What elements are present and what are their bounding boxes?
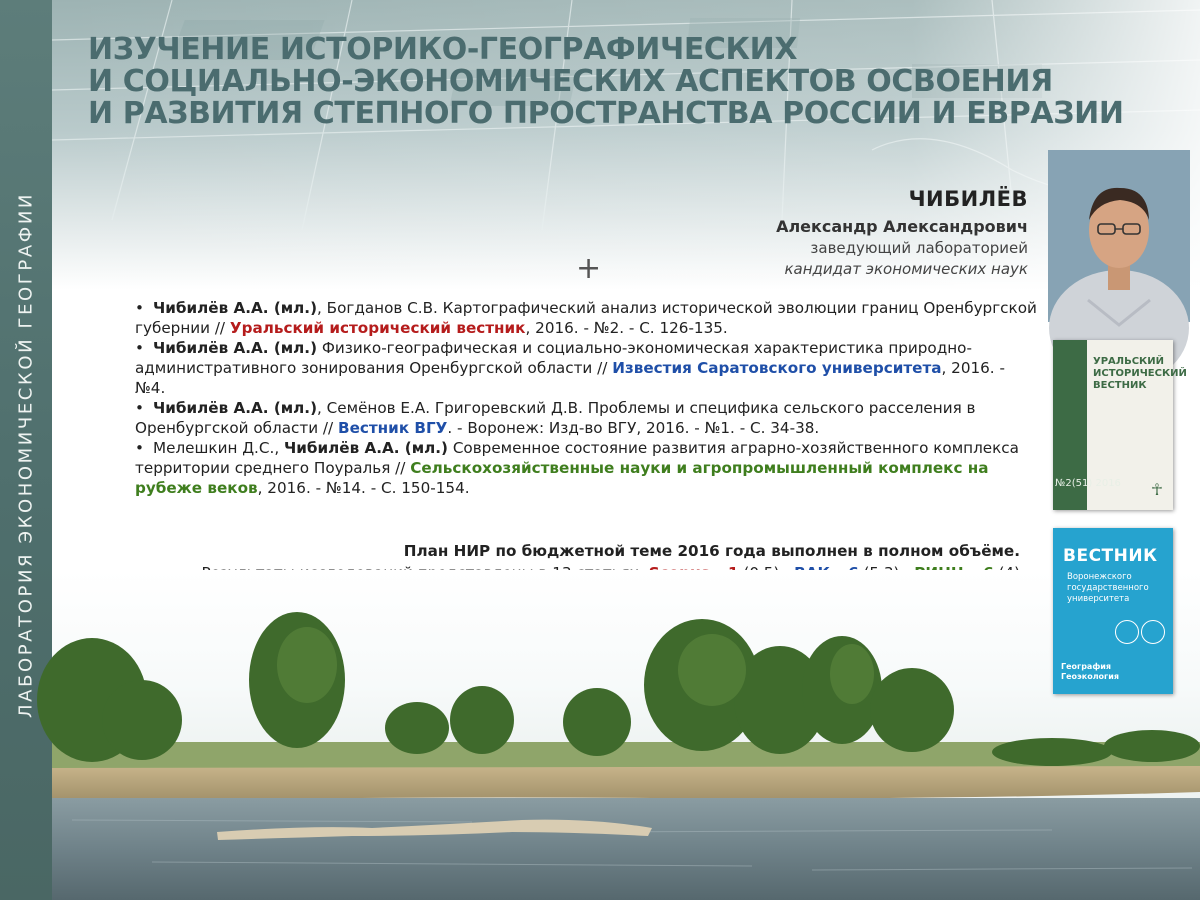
author-surname: ЧИБИЛЁВ [908,187,1028,211]
cover-title: УРАЛЬСКИЙ ИСТОРИЧЕСКИЙ ВЕСТНИК [1093,356,1187,391]
bullet: • [135,439,144,457]
publication-text: , Семёнов Е.А. Григоревский Д.В. Проблемы и специфика сельского расселения в Оренбургской области // [135,399,976,437]
publication-journal: Сельскохозяйственные науки и агропромышленный комплекс на рубеже веков [135,459,989,497]
publication-author: Чибилёв А.А. (мл.) [153,399,318,417]
cover-emblem-icon: ☥ [1151,480,1163,499]
publication-item [135,398,1040,438]
bullet: • [135,299,144,317]
author-position: заведующий лабораторией [810,239,1028,257]
publication-details: , 2016. - №4. [135,359,1005,397]
publication-author: Чибилёв А.А. (мл.) [153,299,318,317]
publication-details: , 2016. - №2. - С. 126-135. [525,319,728,337]
cover-subtitle: Воронежского государственного университета [1067,572,1149,604]
globe-icon [1115,620,1139,644]
publication-coauthor: Мелешкин Д.С., [153,439,284,457]
sidebar-band [0,0,52,900]
publication-journal: Вестник ВГУ [338,419,448,437]
lab-name-vertical: ЛАБОРАТОРИЯ ЭКОНОМИЧЕСКОЙ ГЕОГРАФИИ [15,192,37,718]
author-degree: кандидат экономических наук [784,260,1028,278]
title-line-2: И СОЦИАЛЬНО-ЭКОНОМИЧЕСКИХ АСПЕКТОВ ОСВОЕНИЯ [88,64,1053,99]
publication-details: , 2016. - №14. - С. 150-154. [257,479,470,497]
author-portrait [1048,150,1190,322]
summary-plan-line: План НИР по бюджетной теме 2016 года выполнен в полном объёме. [403,542,1020,560]
publication-item [135,438,1040,498]
publication-author: Чибилёв А.А. (мл.) [153,339,318,357]
publication-item [135,298,1040,338]
publication-text: Современное состояние развития аграрно-хозяйственного комплекса территории среднего Поуралья // [135,439,1019,477]
publication-text: Физико-географическая и социально-экономическая характеристика природно-административного зонирования Оренбургской области // [135,339,972,377]
cover-title: ВЕСТНИК [1063,546,1158,566]
cover-series: География Геоэкология [1061,662,1119,681]
publication-text: , Богданов С.В. Картографический анализ исторической эволюции границ Оренбургской губернии // [135,299,1037,337]
plus-sign: + [576,251,602,286]
publication-details: . - Воронеж: Изд-во ВГУ, 2016. - №1. - С. 34-38. [447,419,820,437]
publication-journal: Известия Саратовского университета [612,359,942,377]
journal-cover-vsu [1053,528,1173,694]
publication-journal: Уральский исторический вестник [229,319,526,337]
bullet: • [135,399,144,417]
title-line-3: И РАЗВИТИЯ СТЕПНОГО ПРОСТРАНСТВА РОССИИ И ЕВРАЗИИ [88,96,1124,131]
bullet: • [135,339,144,357]
globe-icon [1141,620,1165,644]
title-line-1: ИЗУЧЕНИЕ ИСТОРИКО-ГЕОГРАФИЧЕСКИХ [88,32,798,67]
slide-title [88,32,1124,131]
journal-cover-ural [1053,340,1187,510]
cover-issue: №2(51) 2016 [1055,478,1121,489]
publication-author: Чибилёв А.А. (мл.) [283,439,448,457]
publication-list [135,298,1040,498]
publication-item [135,338,1040,398]
steppe-landscape-photo [52,570,1200,900]
author-name: Александр Александрович [776,217,1028,236]
author-block [776,186,1028,280]
